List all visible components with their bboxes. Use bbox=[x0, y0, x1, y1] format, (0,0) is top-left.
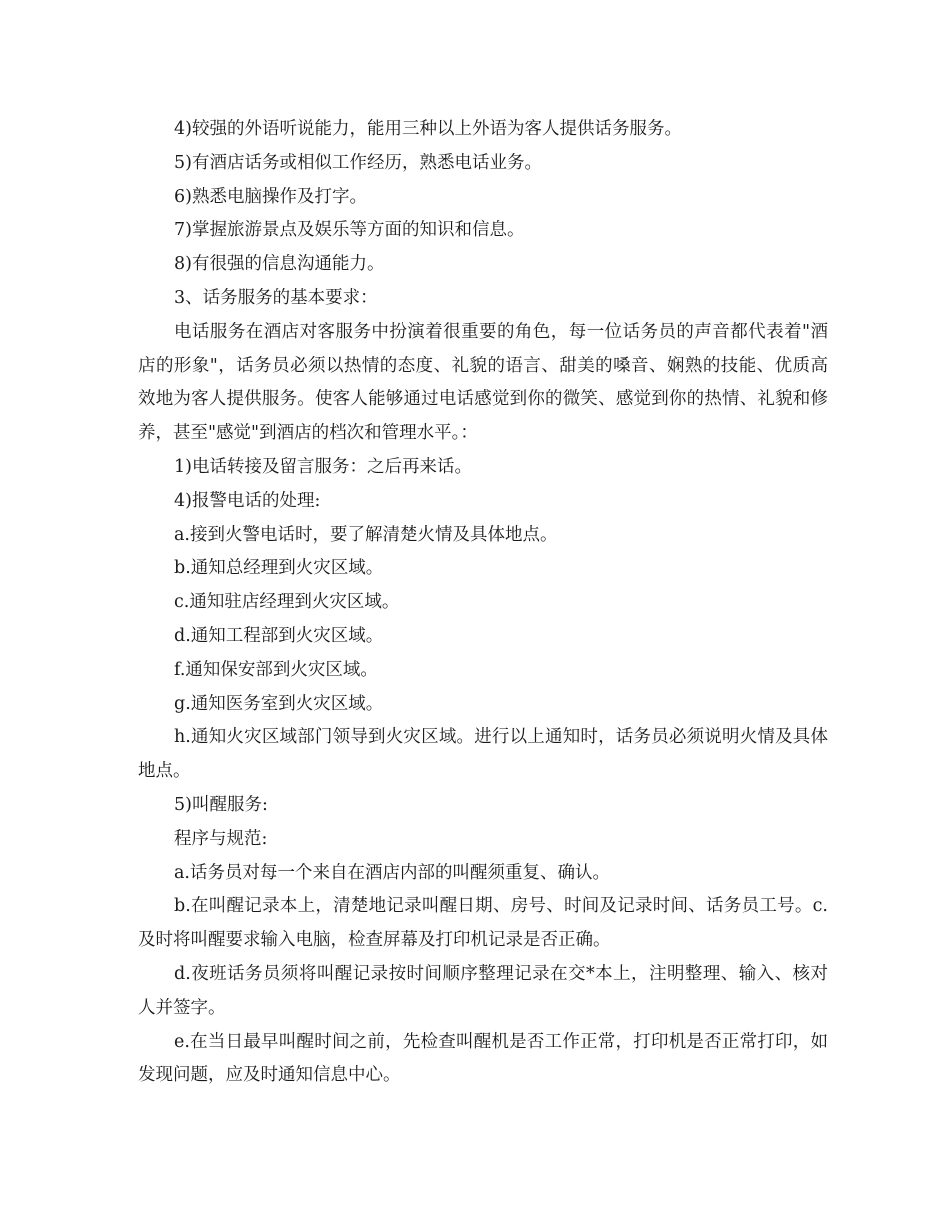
list-item-fire-call: a.接到火警电话时，要了解清楚火情及具体地点。 bbox=[174, 524, 558, 545]
list-item-night-shift: d.夜班话务员须将叫醒记录按时间顺序整理记录在交*本上，注明整理、输入、核对人并签字。 bbox=[138, 963, 828, 1018]
list-item-notify-clinic: g.通知医务室到火灾区域。 bbox=[174, 693, 384, 714]
document-body bbox=[138, 113, 828, 1093]
paragraph-communication: 8)有很强的信息沟通能力。 bbox=[174, 254, 385, 275]
list-item-confirm-wake-up: a.话务员对每一个来自在酒店内部的叫醒须重复、确认。 bbox=[174, 862, 610, 883]
paragraph-call-transfer: 1)电话转接及留言服务：之后再来话。 bbox=[174, 456, 472, 477]
paragraph-experience: 5)有酒店话务或相似工作经历，熟悉电话业务。 bbox=[174, 152, 542, 173]
section-heading-basic-requirements: 3、话务服务的基本要求： bbox=[174, 287, 378, 308]
list-item-notify-department-lead: h.通知火灾区域部门领导到火灾区域。进行以上通知时，话务员必须说明火情及具体地点。 bbox=[138, 727, 828, 782]
paragraph-foreign-language: 4)较强的外语听说能力，能用三种以上外语为客人提供话务服务。 bbox=[174, 119, 682, 139]
list-item-check-equipment: e.在当日最早叫醒时间之前，先检查叫醒机是否工作正常，打印机是否正常打印，如发现问题，应及时通知信息中心。 bbox=[138, 1031, 828, 1086]
list-item-notify-security: f.通知保安部到火灾区域。 bbox=[174, 659, 378, 680]
list-item-notify-resident-manager: c.通知驻店经理到火灾区域。 bbox=[174, 592, 400, 613]
section-heading-wake-up-service: 5)叫醒服务: bbox=[174, 794, 268, 815]
list-item-notify-gm: b.通知总经理到火灾区域。 bbox=[174, 558, 384, 579]
list-item-notify-engineering: d.通知工程部到火灾区域。 bbox=[174, 625, 384, 646]
subheading-procedures: 程序与规范: bbox=[174, 828, 268, 849]
section-heading-emergency-calls: 4)报警电话的处理: bbox=[174, 490, 321, 511]
paragraph-computer-skills: 6)熟悉电脑操作及打字。 bbox=[174, 186, 367, 207]
paragraph-tourism-knowledge: 7)掌握旅游景点及娱乐等方面的知识和信息。 bbox=[174, 220, 525, 241]
list-item-record-wake-up: b.在叫醒记录本上，清楚地记录叫醒日期、房号、时间及记录时间、话务员工号。c.及时将叫醒要求输入电脑，检查屏幕及打印机记录是否正确。 bbox=[138, 896, 828, 951]
paragraph-phone-service-intro: 电话服务在酒店对客服务中扮演着很重要的角色，每一位话务员的声音都代表着"酒店的形象"，话务员必须以热情的态度、礼貌的语言、甜美的嗓音、娴熟的技能、优质高效地为客人提供服务。使客人能够通过电话感觉到你的微笑、感觉到你的热情、礼貌和修养，甚至"感觉"到酒店的档次和管理水平。： bbox=[138, 321, 828, 444]
